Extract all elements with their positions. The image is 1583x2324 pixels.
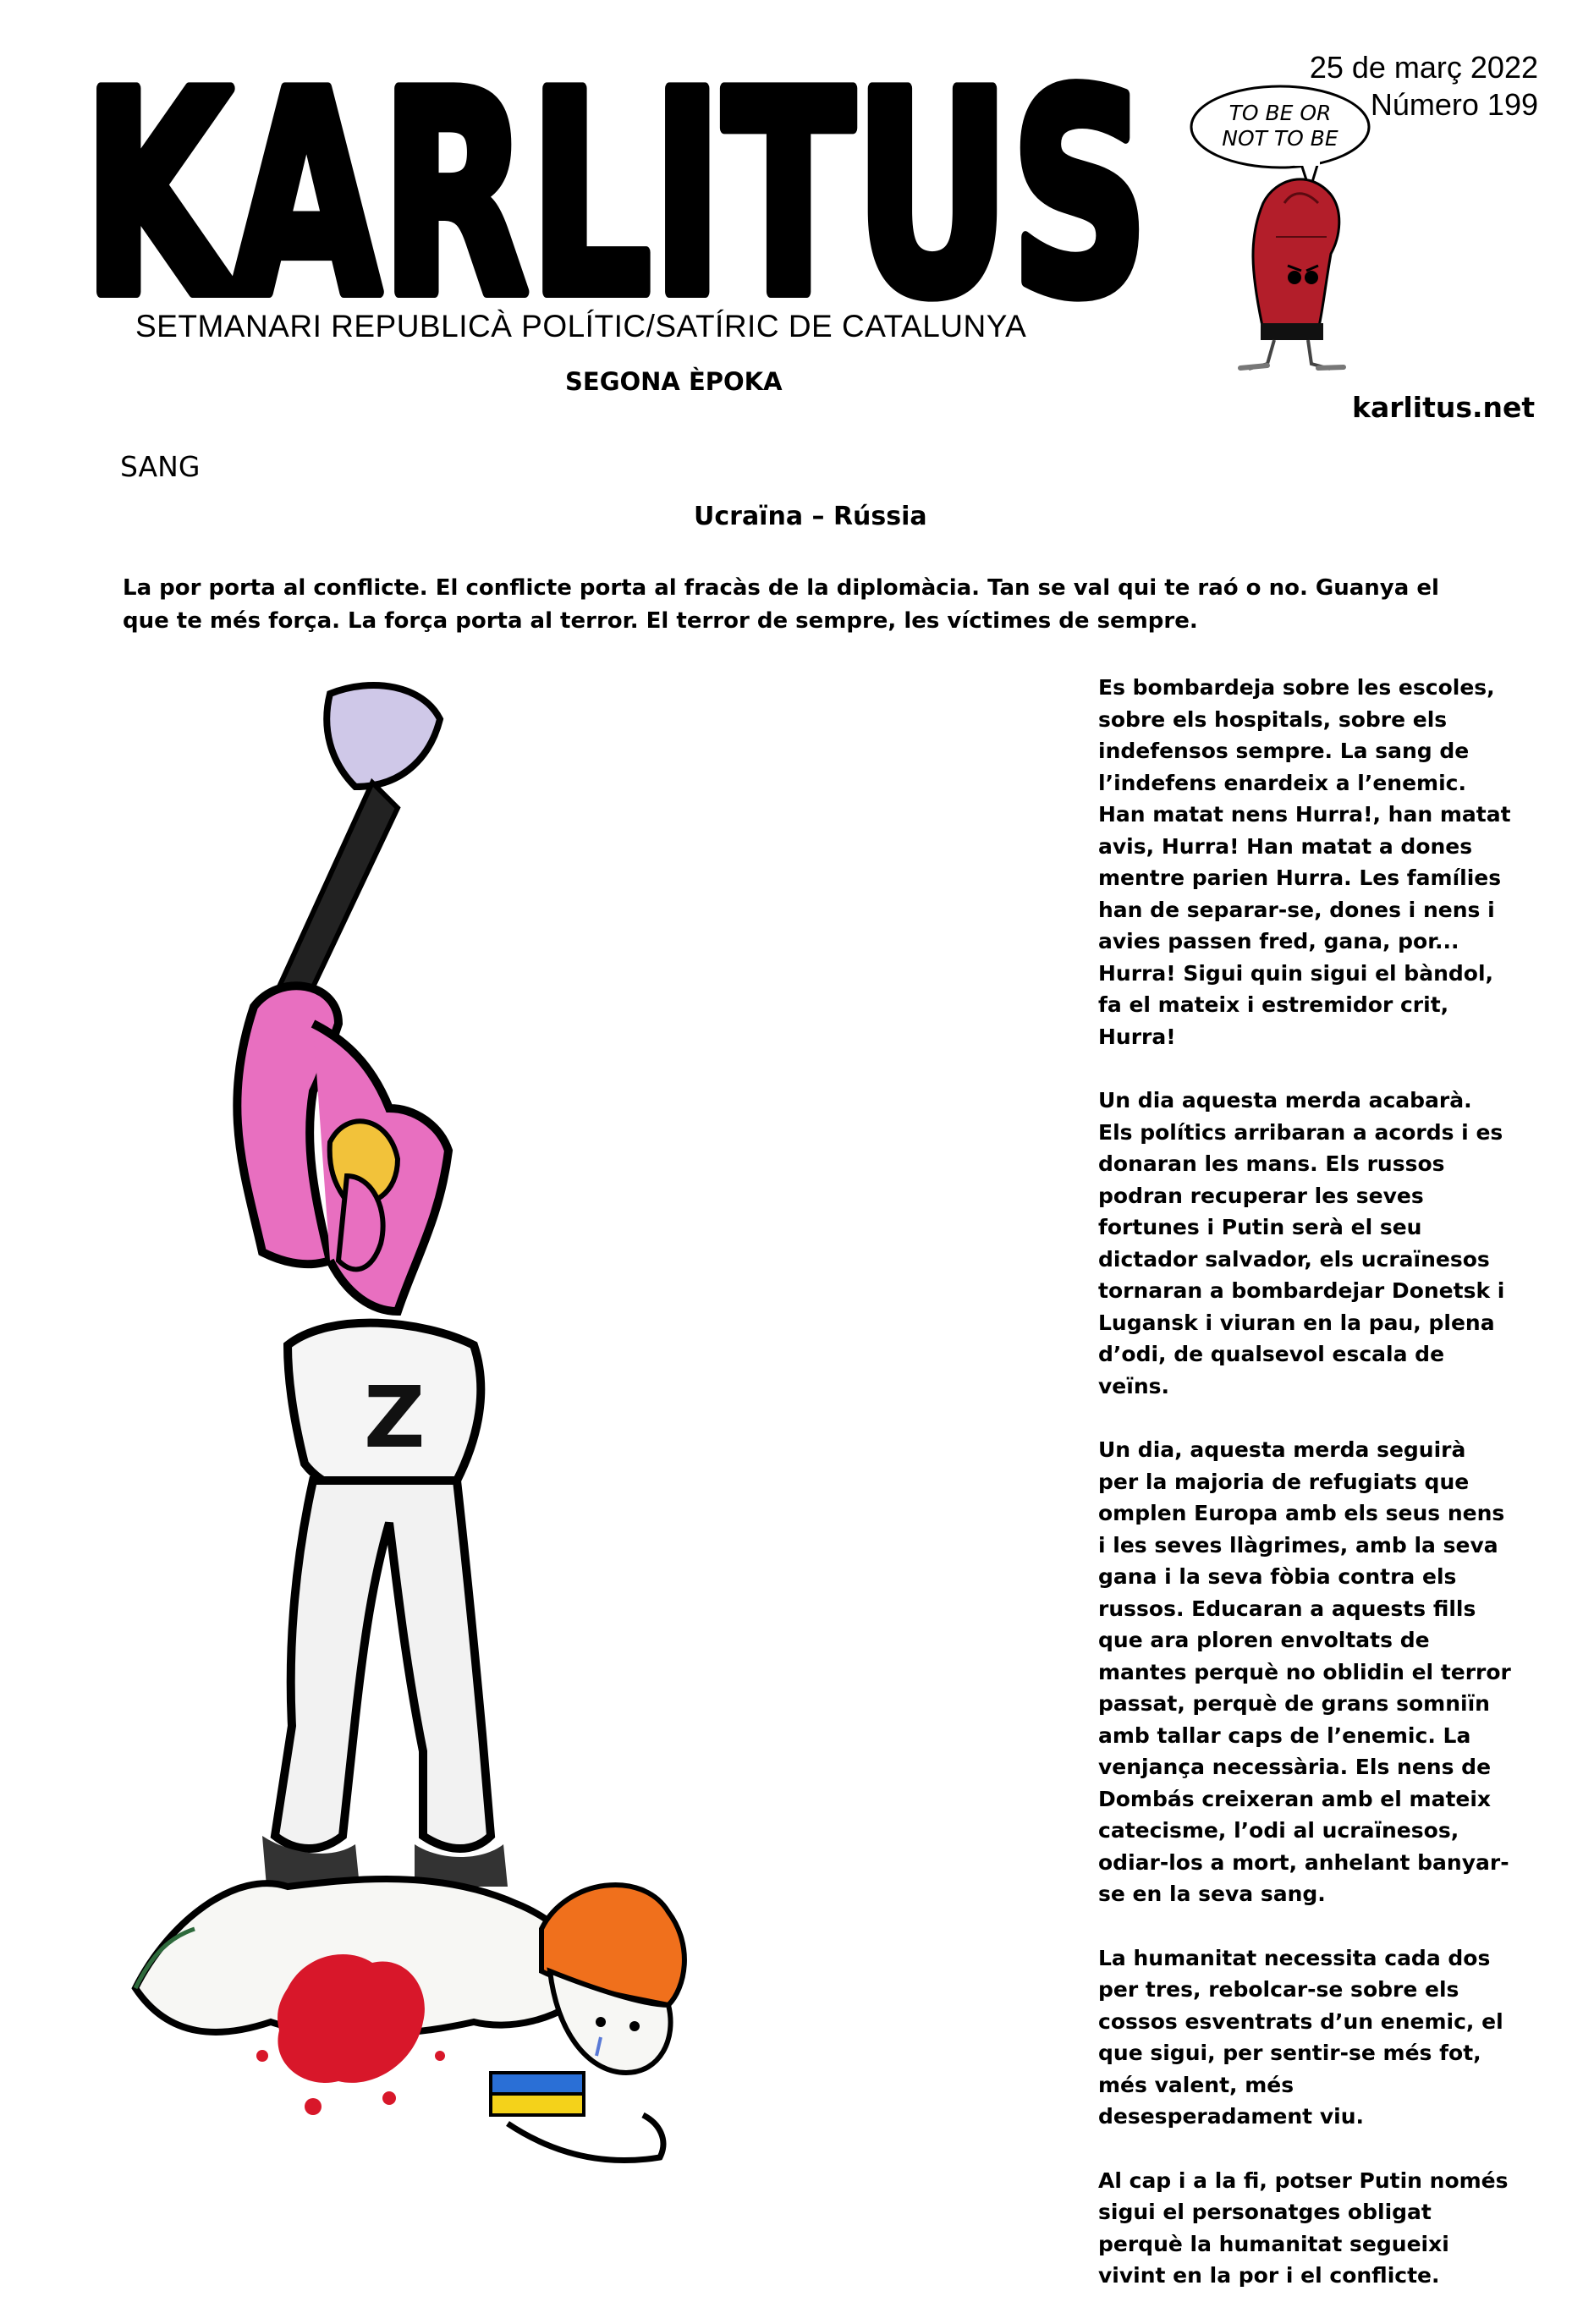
victim-arm [508,2115,663,2161]
attacker-figure [237,986,508,1887]
masthead-logo [83,51,1149,321]
article-illustration [118,668,1015,2208]
article-paragraph: Un dia, aquesta merda seguirà per la majoria de refugiats que omplen Europa amb els seus nens i les seves llàgrimes, amb la seva gana i la seva fòbia contra els russos. Educaran a aquests fills que ara ploren envoltats de mantes perquè no oblidin el terror passat, perquè de grans somniïn amb tallar caps de l’enemic. La venjança necessària. Els nens de Dombás creixeran amb el mateix catecisme, l’odi al ucraïnesos, odiar-los a mort, anhelant banyar-se en la seva sang. [1098,1437,1511,1906]
article-body [1098,672,1513,2324]
ukrainian-flag-armband [491,2073,584,2115]
speech-bubble [1191,86,1369,190]
victim-head [541,1885,684,2073]
article-section: SANG [120,450,201,483]
article-paragraph: La humanitat necessita cada dos per tres, rebolcar-se sobre els cossos esventrats d’un enemic, el que sigui, per sentir-se més fot, més valent, més desesperadament viu. [1098,1945,1503,2129]
masthead-subtitle: SETMANARI REPUBLICÀ POLÍTIC/SATÍRIC DE CATALUNYA [135,309,1027,343]
mascot-illustration [1183,76,1377,381]
barretina-character [1240,179,1344,369]
shirt-letter: Z [364,1368,426,1467]
website-link[interactable]: karlitus.net [1352,391,1536,424]
speech-bubble-line-2: NOT TO BE [1222,126,1338,151]
issue-date: 25 de març 2022 [1309,50,1538,85]
masthead-title: KARLITUS [83,51,1149,321]
article-paragraph: Al cap i a la fi, potser Putin només sigui el personatges obligat perquè la humanitat segueixi vivint en la por i el conflicte. [1098,2167,1509,2288]
speech-bubble-line-1: TO BE OR [1228,101,1332,125]
article-paragraph: Es bombardeja sobre les escoles, sobre els hospitals, sobre els indefensos sempre. La sang de l’indefens enardeix a l’enemic. Han matat nens Hurra!, han matat avis, Hurra! Han matat a dones mentre parien Hurra. Les famílies han de separar-se, dones i nens i avies passen fred, gana, por... Hurra! Sigui quin sigui el bàndol, fa el mateix i estremidor crit, Hurra! [1098,675,1511,1049]
issue-number: Número 199 [1370,87,1538,122]
article-lede: La por porta al conflicte. El conflicte porta al fracàs de la diplomàcia. Tan se val qui te raó o no. Guanya el que te més força. La força porta al terror. El terror de sempre, les víctimes de sempre. [123,575,1439,634]
masthead-epoch: SEGONA ÈPOKA [565,367,783,396]
article-paragraph: Un dia aquesta merda acabarà. Els polítics arribaran a acords i es donaran les mans. Els russos podran recuperar les seves fortunes i Putin serà el seu dictador salvador, els ucraïnesos tornaran a bombardejar Donetsk i Lugansk i viuran en la pau, plena d’odi, de qualsevol escala de veïns. [1098,1088,1505,1398]
article-headline: Ucraïna – Rússia [694,502,927,531]
